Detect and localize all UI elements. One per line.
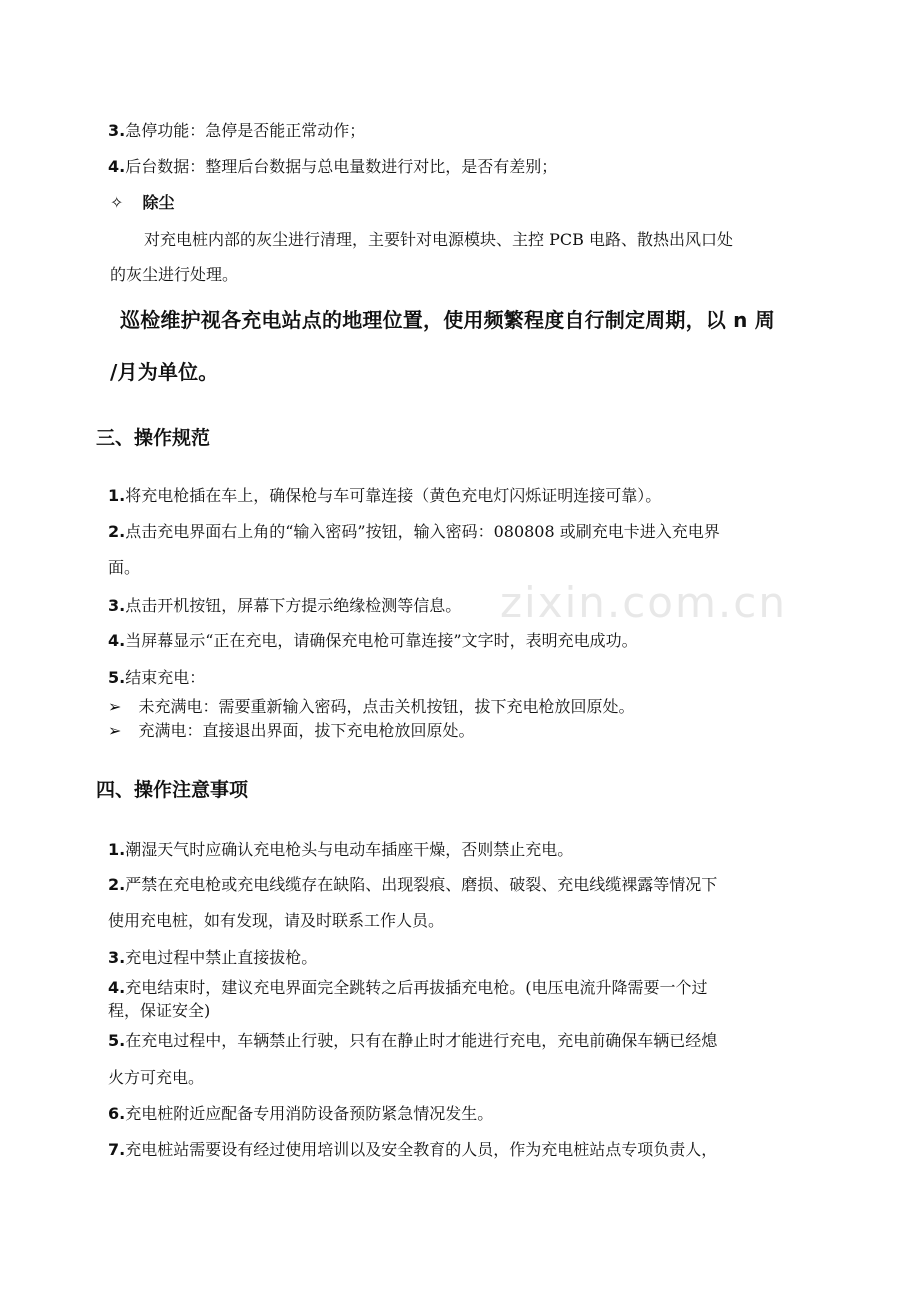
note-item-3 [108,948,317,968]
item-number: 3. [108,948,126,967]
note-item-7 [108,1140,717,1160]
inspection-item-4 [108,157,557,177]
item-text: 充电桩附近应配备专用消防设备预防紧急情况发生。 [125,1104,494,1123]
inspection-item-3 [108,121,365,141]
item-number: 4. [108,157,126,176]
dust-heading [110,193,175,213]
watermark: zixin.com.cn [500,578,787,627]
section-3-heading: 三、操作规范 [96,427,211,449]
item-text: 潮湿天气时应确认充电枪头与电动车插座干燥，否则禁止充电。 [125,840,574,859]
op-item-1 [108,486,661,506]
op-subitem-1 [108,697,635,717]
item-text: 充电桩站需要设有经过使用培训以及安全教育的人员，作为充电桩站点专项负责人， [125,1140,718,1159]
op-item-3 [108,596,461,616]
cycle-note-line-1: 巡检维护视各充电站点的地理位置，使用频繁程度自行制定周期，以 n 周 [120,308,775,332]
item-number: 1. [108,840,126,859]
dust-title: 除尘 [142,193,175,212]
item-text: 结束充电： [125,668,206,687]
item-number: 4. [108,978,126,997]
note-item-4 [108,978,707,998]
diamond-bullet-icon: ✧ [110,193,124,212]
dust-paragraph-line-1: 对充电桩内部的灰尘进行清理，主要针对电源模块、主控 PCB 电路、散热出风口处 [144,230,733,249]
item-text: 在充电过程中，车辆禁止行驶，只有在静止时才能进行充电，充电前确保车辆已经熄 [125,1031,718,1050]
item-number: 6. [108,1104,126,1123]
section-4-heading: 四、操作注意事项 [96,779,249,801]
op-subitem-2 [108,721,475,741]
item-number: 3. [108,596,126,615]
note-item-1 [108,840,573,860]
item-number: 2. [108,522,126,541]
note-item-2 [108,875,717,895]
op-item-5 [108,668,205,688]
cycle-note-line-2: /月为单位。 [110,360,219,384]
item-text: 将充电枪插在车上，确保枪与车可靠连接（黄色充电灯闪烁证明连接可靠）。 [125,486,662,505]
item-number: 3. [108,121,126,140]
note-item-6 [108,1104,493,1124]
dust-paragraph-line-2: 的灰尘进行处理。 [110,265,239,284]
item-text: 点击开机按钮，屏幕下方提示绝缘检测等信息。 [125,596,462,615]
item-number: 5. [108,1031,126,1050]
item-number: 1. [108,486,126,505]
note-item-5-cont: 火方可充电。 [108,1068,205,1087]
item-number: 7. [108,1140,126,1159]
item-text: 急停功能：急停是否能正常动作； [125,121,366,140]
subitem-text: 未充满电：需要重新输入密码，点击关机按钮，拔下充电枪放回原处。 [138,697,635,716]
op-item-2 [108,522,720,542]
item-text: 后台数据：整理后台数据与总电量数进行对比，是否有差别； [125,157,558,176]
item-number: 4. [108,631,126,650]
item-text: 充电过程中禁止直接拔枪。 [125,948,318,967]
op-item-4 [108,631,638,651]
note-item-2-cont: 使用充电桩，如有发现，请及时联系工作人员。 [108,911,445,930]
note-item-5 [108,1031,717,1051]
note-item-4-cont: 程，保证安全) [108,1001,211,1020]
item-text: 严禁在充电枪或充电线缆存在缺陷、出现裂痕、磨损、破裂、充电线缆裸露等情况下 [125,875,718,894]
arrow-bullet-icon: ➢ [108,721,122,740]
arrow-bullet-icon: ➢ [108,697,122,716]
item-text: 点击充电界面右上角的“输入密码”按钮，输入密码：080808 或刷充电卡进入充电界 [125,522,720,541]
item-number: 5. [108,668,126,687]
subitem-text: 充满电：直接退出界面，拔下充电枪放回原处。 [138,721,475,740]
item-text: 当屏幕显示“正在充电，请确保充电枪可靠连接”文字时，表明充电成功。 [125,631,638,650]
op-item-2-cont: 面。 [108,558,141,577]
item-number: 2. [108,875,126,894]
item-text: 充电结束时，建议充电界面完全跳转之后再拔插充电枪。(电压电流升降需要一个过 [125,978,708,997]
